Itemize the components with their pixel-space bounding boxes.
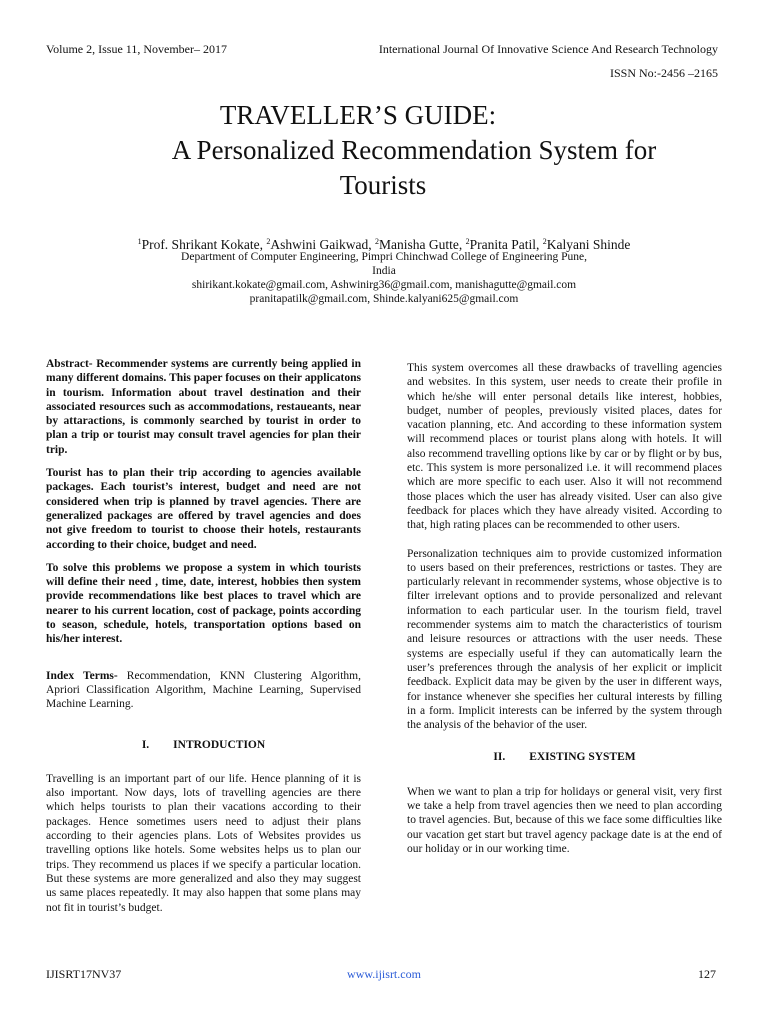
footer-page-number: 127 <box>698 967 716 981</box>
affiliation-line-2: India <box>372 265 396 277</box>
affiliation-emails-1: shirikant.kokate@gmail.com, Ashwinirg36@gmail.com, manishagutte@gmail.com <box>191 279 577 291</box>
author-1: Prof. Shrikant Kokate, <box>141 237 267 252</box>
author-1-sup: 1 <box>137 237 142 246</box>
section-title-existing-system: EXISTING SYSTEM <box>529 751 636 764</box>
existing-system-paragraph: When we want to plan a trip for holidays or general visit, very first we take a help from travel agencies then we need to plan according to travel agencies. But, because of this we face some difficulties like our vacation get start but travel agency package date is at the end of our holiday or in our working time. <box>407 785 722 855</box>
author-5: Kalyani Shinde <box>546 237 631 252</box>
author-2: Ashwini Gaikwad, <box>270 237 376 252</box>
footer-website-link[interactable]: www.ijisrt.com <box>347 967 421 981</box>
system-paragraph-1: This system overcomes all these drawbacks of travelling agencies and websites. In this system, user needs to create their profile in which he/she will enter personal details like interest, hobbies, budget, number of peoples, previously visited places, dates for vacation planning, etc. And according to these information system will recommend places or tourist plans along with hotels. It will also recommend travelling options like by car or by flight or by bus, etc. This system is more personalized i.e. it will recommend places which are more specific to each user. Also it will not recommend those places which the user has already visited. User can also give feedback for places which they have already visited. According to that, high rating places can be recommended to other users. <box>407 362 722 532</box>
footer-paper-id: IJISRT17NV37 <box>46 967 122 981</box>
section-number-2: II. <box>493 751 506 764</box>
system-paragraph-2: Personalization techniques aim to provide customized information to users based on their preferences, restrictions or tastes. They are particularly relevant in recommender systems, whose objective is to filter irrelevant options and to provide personalized and relevant information to each particular user. In the tourism field, travel recommender systems aim to match the characteristics of tourism and leisure resources or attractions with the user needs. These systems are especially useful if they can automatically learn the user’s preferences through the analysis of her explicit or implicit feedback. Explicit data may be given by the user in different ways, for instance whenever she specifies her cultural interests by filling in a form. Implicit interests can be inferred by the system through the analysis of the behavior of the user. <box>407 547 722 732</box>
header-journal: International Journal Of Innovative Science And Research Technology <box>378 42 718 56</box>
right-column <box>407 357 722 865</box>
author-3-sup: 2 <box>375 237 380 246</box>
abstract-paragraph-3: To solve this problems we propose a system in which tourists will define their need , time, date, interest, hobbies then system provide recommendations like best places to travel which are nearer to his current location, cost of package, points according to season, schedule, hotels, transportation options based on his/her interest. <box>46 561 361 646</box>
author-2-sup: 2 <box>266 237 271 246</box>
title-line-2: A Personalized Recommendation System for <box>171 135 657 165</box>
author-4: Pranita Patil, <box>469 237 543 252</box>
affiliation-line-1: Department of Computer Engineering, Pimpri Chinchwad College of Engineering Pune, <box>181 251 587 263</box>
introduction-paragraph: Travelling is an important part of our life. Hence planning of it is also important. Now days, lots of travelling agencies are there which helps tourists to plan their vacations according to their packages. Hence sometimes users need to adjust their plans according to their agencies plans. Lots of Websites provides us travelling options like hotels. Some websites helps us to plan our trips. They recommend us places if we specify a particular location. But these systems are more generalized and also they may suggest us same places repeatedly. It may also happen that some plans may not fit in tourist’s budget. <box>46 772 361 914</box>
author-5-sup: 2 <box>542 237 547 246</box>
header-volume: Volume 2, Issue 11, November– 2017 <box>46 42 227 56</box>
index-terms-text: Recommendation, KNN Clustering Algorithm, Apriori Classification Algorithm, Machine Learning, Supervised Machine Learning. <box>46 669 361 711</box>
header-issn: ISSN No:-2456 –2165 <box>609 66 718 80</box>
section-heading-existing-system <box>407 750 722 764</box>
index-terms <box>46 669 361 712</box>
abstract-paragraph-1: Abstract- Recommender systems are currently being applied in many different domains. This paper focuses on their applicatons in tourism. Information about travel destination and their associated resources such as accommodations, restaueants, near by attaractions, is commonly searched by tourist in order to plan a trip or tourist may consult travel agencies for plan their trip. <box>46 358 361 456</box>
title-line-3: Tourists <box>339 170 427 200</box>
affiliation-emails-2: pranitapatilk@gmail.com, Shinde.kalyani625@gmail.com <box>249 293 519 305</box>
index-terms-label: Index Terms- <box>46 669 118 682</box>
author-3: Manisha Gutte, <box>379 237 466 252</box>
author-4-sup: 2 <box>465 237 470 246</box>
section-heading-introduction <box>46 738 361 752</box>
section-title-introduction: INTRODUCTION <box>173 738 266 751</box>
title-line-1: TRAVELLER’S GUIDE: <box>219 100 497 130</box>
left-column <box>46 357 361 924</box>
section-number-1: I. <box>141 738 150 751</box>
abstract-paragraph-2: Tourist has to plan their trip according to agencies available packages. Each tourist’s interest, budget and need are not considered when trip is planned by travel agencies. There are generalized packages are offered by travel agencies and does not give freedom to tourist to choose their hotels, restaurants according to their choice, budget and need. <box>46 467 361 551</box>
